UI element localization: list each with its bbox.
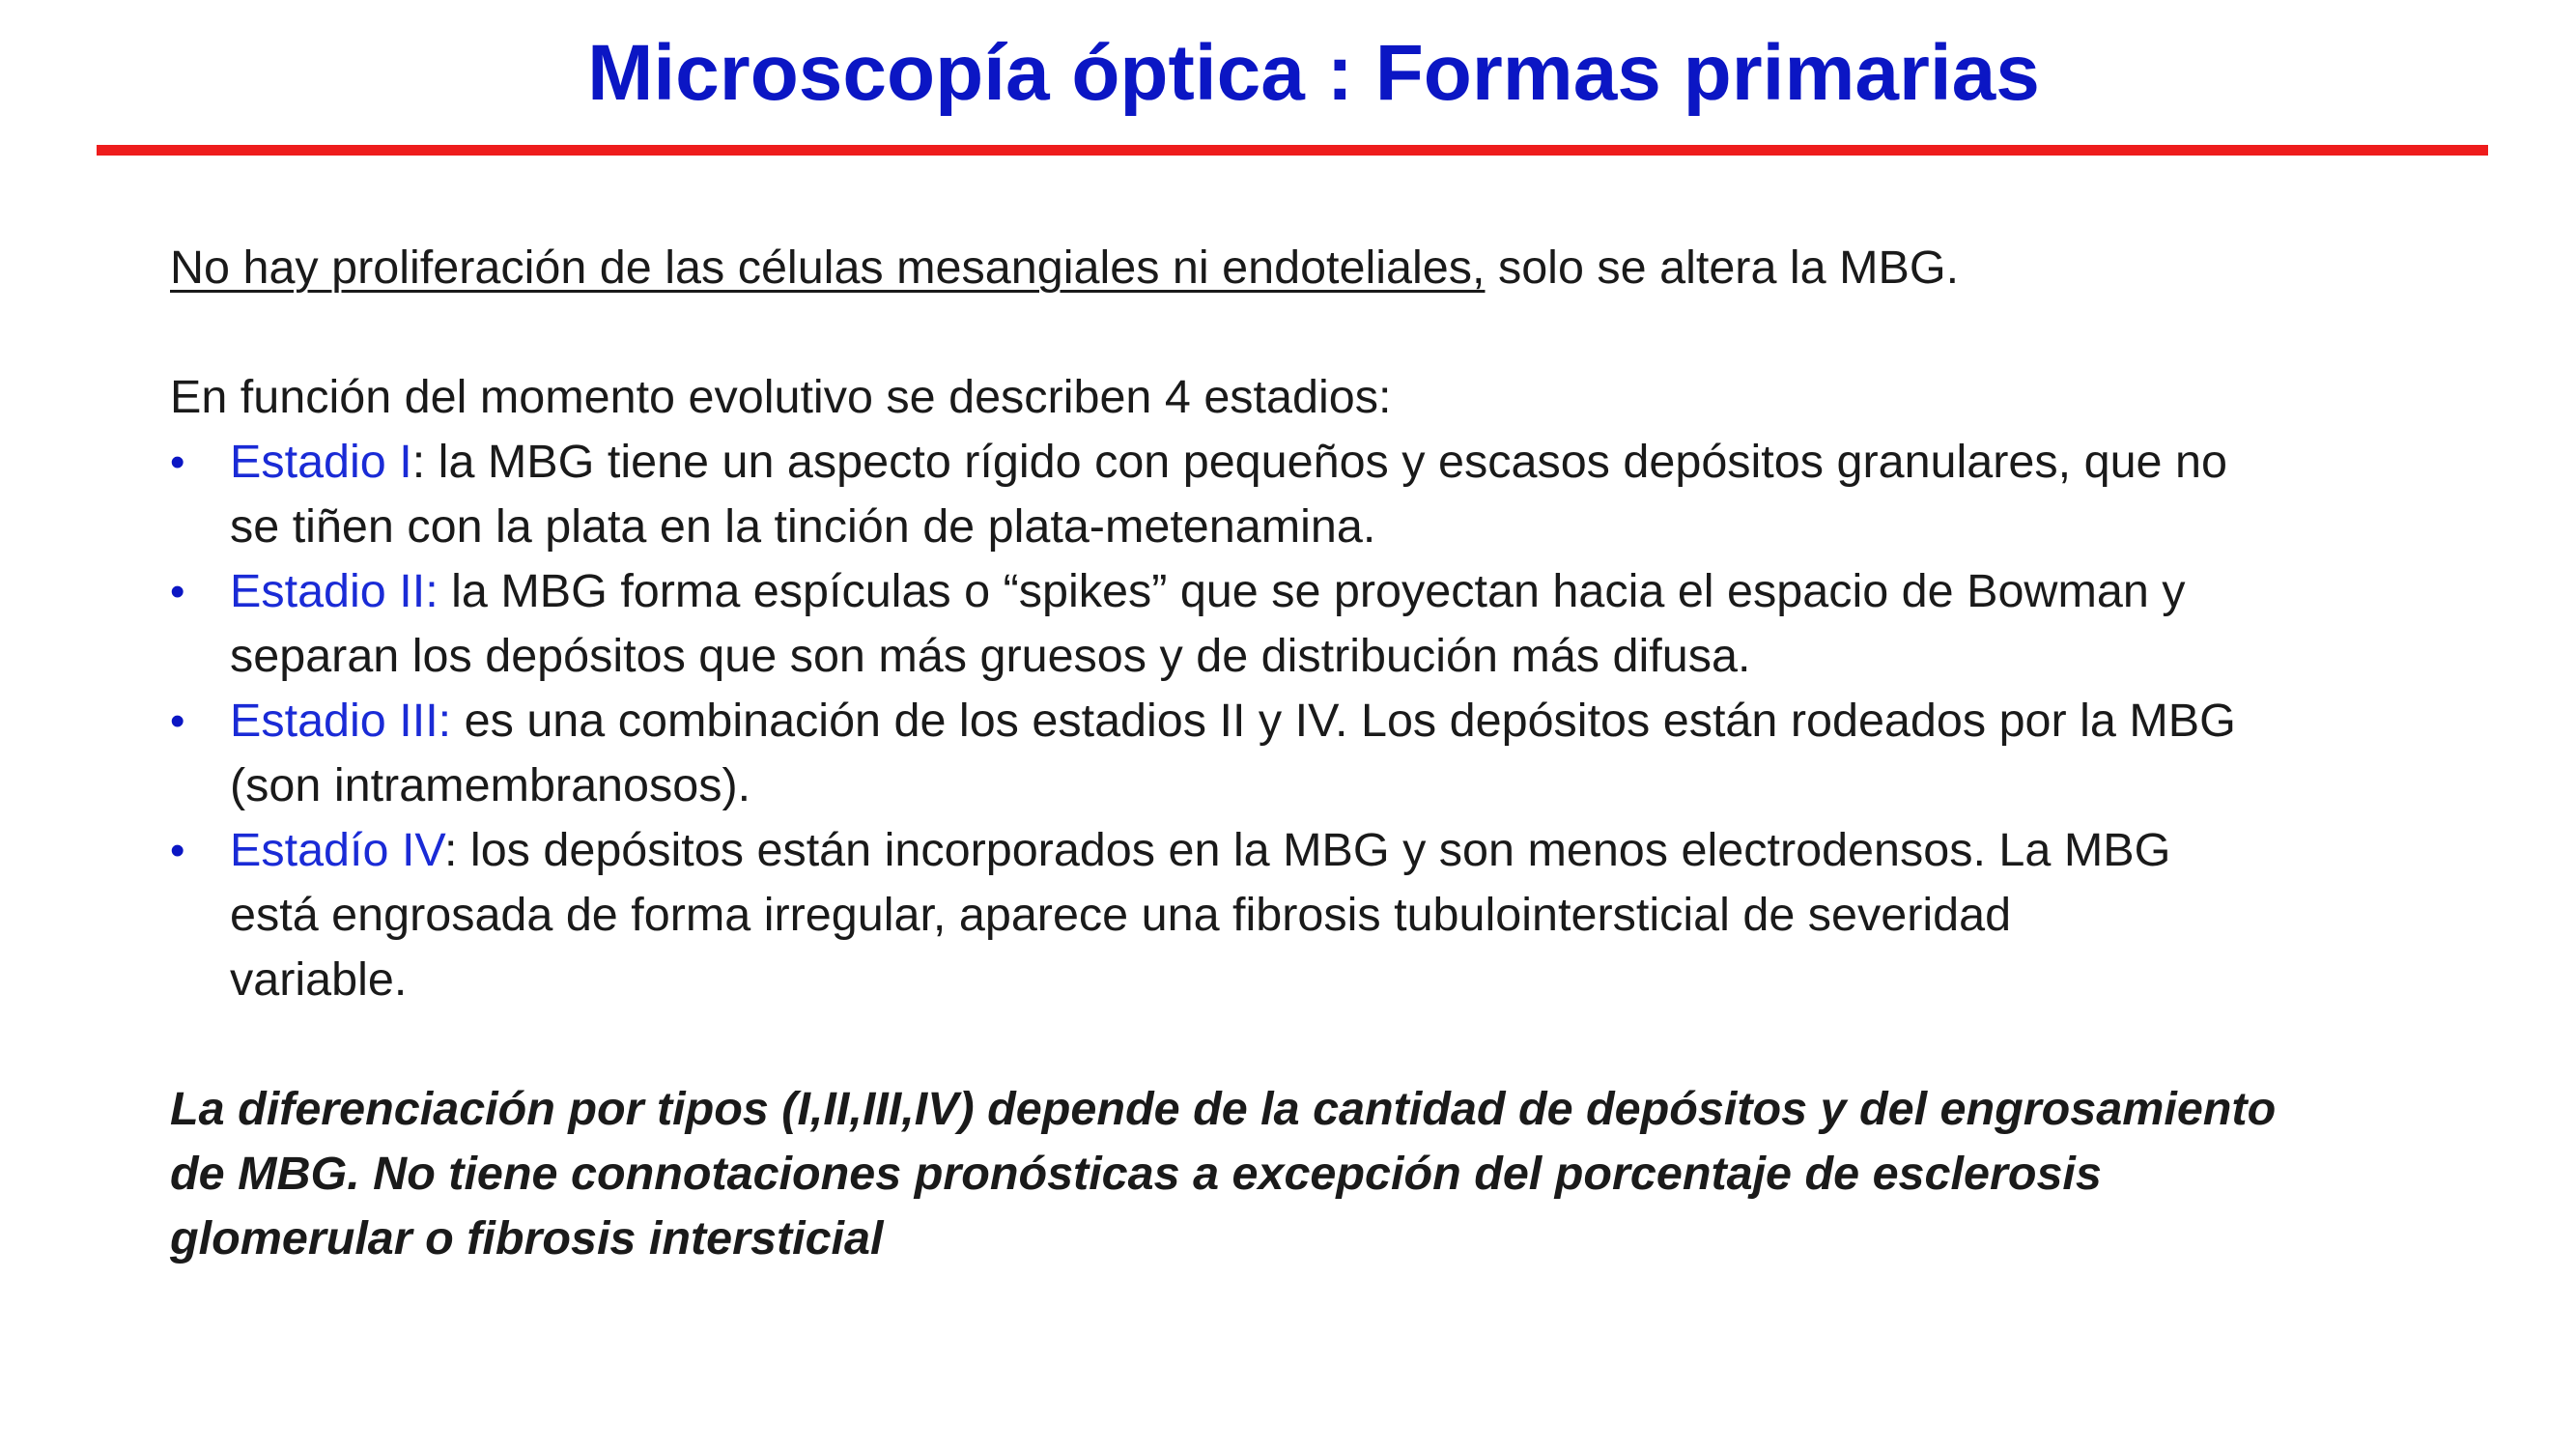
stage-line: se tiñen con la plata en la tinción de plata-metenamina.	[230, 500, 1376, 553]
list-item	[170, 430, 2392, 559]
conclusion-paragraph	[170, 1077, 2392, 1271]
stage-text: es una combinación de los estadios II y IV. Los depósitos están rodeados por la MBG	[451, 695, 2236, 747]
stage-line: separan los depósitos que son más gruesos y de distribución más difusa.	[230, 630, 1751, 682]
stages-intro: En función del momento evolutivo se describen 4 estadios:	[170, 371, 1392, 423]
bullet-icon: •	[170, 827, 185, 874]
bullet-icon: •	[170, 697, 185, 745]
stage-line: (son intramembranosos).	[230, 759, 751, 811]
stage-line	[230, 430, 2392, 495]
list-item	[170, 818, 2392, 1012]
stage-text: la MBG forma espículas o “spikes” que se proyectan hacia el espacio de Bowman y	[438, 565, 2186, 617]
bullet-icon: •	[170, 439, 185, 486]
list-item	[170, 689, 2392, 818]
stage-name: Estadio II:	[230, 565, 439, 617]
stage-text: : los depósitos están incorporados en la MBG y son menos electrodensos. La MBG	[443, 824, 2171, 876]
conclusion-line: de MBG. No tiene connotaciones pronósticas a excepción del porcentaje de esclerosis	[170, 1148, 2102, 1200]
stage-name: Estadio III:	[230, 695, 452, 747]
stage-line: variable.	[230, 953, 408, 1006]
list-item	[170, 559, 2392, 689]
intro-rest-text: solo se altera la MBG.	[1485, 242, 1960, 294]
intro-paragraph	[170, 236, 2392, 300]
spacer	[170, 1012, 2392, 1077]
slide-body	[170, 236, 2392, 1271]
stage-text: : la MBG tiene un aspecto rígido con pequeños y escasos depósitos granulares, que no	[411, 436, 2227, 488]
stage-name: Estadío IV	[230, 824, 444, 876]
spacer	[170, 300, 2392, 365]
stages-list	[170, 430, 2392, 1012]
conclusion-line: La diferenciación por tipos (I,II,III,IV) depende de la cantidad de depósitos y del engrosamiento	[170, 1083, 2277, 1135]
stage-line	[230, 818, 2392, 883]
stage-line	[230, 559, 2392, 624]
stage-line: está engrosada de forma irregular, aparece una fibrosis tubulointersticial de severidad	[230, 889, 2012, 941]
conclusion-line: glomerular o fibrosis intersticial	[170, 1212, 884, 1264]
slide-title: Microscopía óptica : Formas primarias	[587, 29, 2040, 117]
intro-underlined-text: No hay proliferación de las células mesangiales ni endoteliales,	[170, 242, 1486, 294]
stage-name: Estadio I	[230, 436, 412, 488]
stage-line	[230, 689, 2392, 753]
bullet-icon: •	[170, 568, 185, 615]
title-divider	[97, 145, 2488, 156]
